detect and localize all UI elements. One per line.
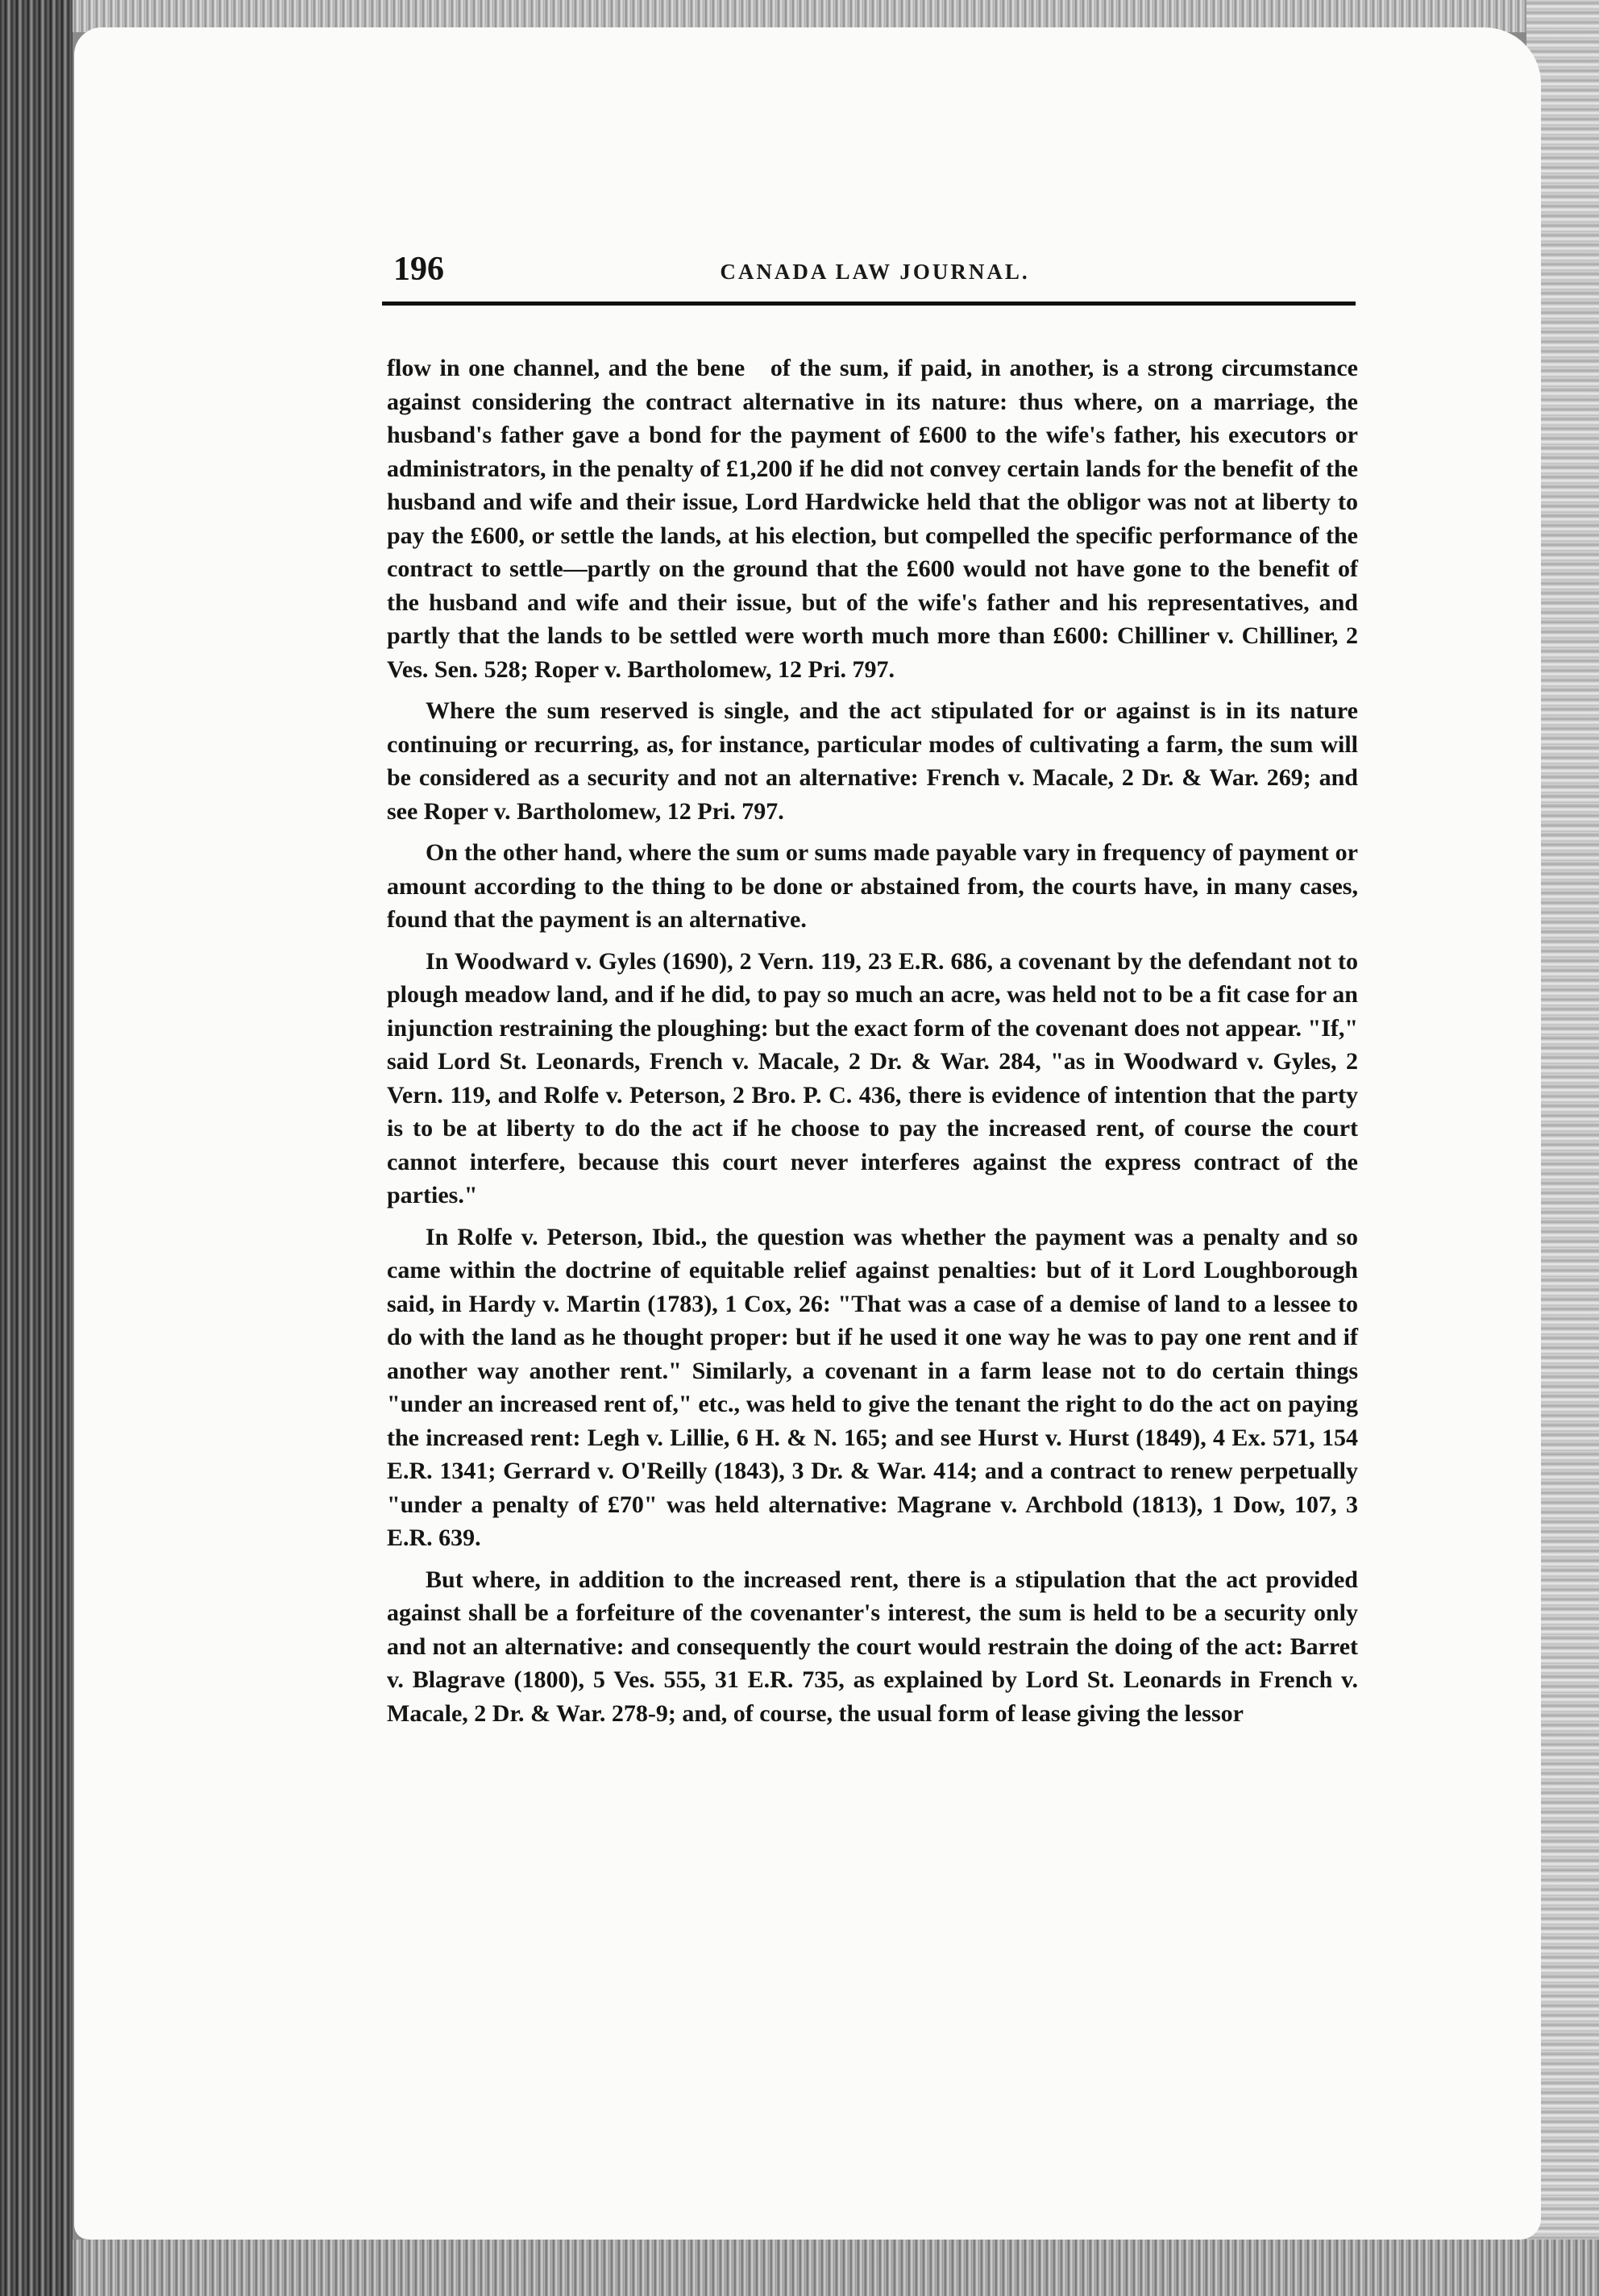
page-header xyxy=(393,250,1356,297)
paragraph: But where, in addition to the increased rent, there is a stipulation that the act provided against shall be a forfeiture of the covenanter's interest, the sum is held to be a security only and not an alternative: and consequently the court would restrain the doing of the act: Barret v. Blagrave (1800), 5 Ves. 555, 31 E.R. 735, as explained by Lord St. Leonards in French v. Macale, 2 Dr. & War. 278-9; and, of course, the usual form of lease giving the lessor xyxy=(387,1566,1358,1727)
header-rule xyxy=(382,302,1356,306)
scan-bottom-edge xyxy=(73,2240,1599,2296)
body-text xyxy=(387,351,1358,1730)
paragraph: Where the sum reserved is single, and the act stipulated for or against is in its nature continuing or recurring, as, for instance, particular modes of cultivating a farm, the sum will be considered as a security and not an alternative: French v. Macale, 2 Dr. & War. 269; and see Roper v. Bartholomew, 12 Pri. 797. xyxy=(387,697,1358,825)
paragraph: In Rolfe v. Peterson, Ibid., the question was whether the payment was a penalty and so came within the doctrine of equitable relief against penalties: but of it Lord Loughborough said, in Hardy v. Martin (1783), 1 Cox, 26: "That was a case of a demise of land to a lessee to do with the land as he thought proper: but if he used it one way he was to pay one rent and if another way another rent." Similarly, a covenant in a farm lease not to do certain things "under an increased rent of," etc., was held to give the tenant the right to do the act on paying the increased rent: Legh v. Lillie, 6 H. & N. 165; and see Hurst v. Hurst (1849), 4 Ex. 571, 154 E.R. 1341; Gerrard v. O'Reilly (1843), 3 Dr. & War. 414; and a contract to renew perpetually "under a penalty of £70" was held alternative: Magrane v. Archbold (1813), 1 Dow, 107, 3 E.R. 639. xyxy=(387,1223,1358,1551)
paragraph: In Woodward v. Gyles (1690), 2 Vern. 119, 23 E.R. 686, a covenant by the defendant not to plough meadow land, and if he did, to pay so much an acre, was held not to be a fit case for an injunction restraining the ploughing: but the exact form of the covenant does not appear. "If," said Lord St. Leonards, French v. Macale, 2 Dr. & War. 284, "as in Woodward v. Gyles, 2 Vern. 119, and Rolfe v. Peterson, 2 Bro. P. C. 436, there is evidence of intention that the party is to be at liberty to do the act if he choose to pay the increased rent, of course the court cannot interfere, because this court never interferes against the express contract of the parties." xyxy=(387,947,1359,1208)
paragraph: flow in one channel, and the bene of the sum, if paid, in another, is a strong circumstance against considering the contract alternative in its nature: thus where, on a marriage, the husband's father gave a bond for the payment of £600 to the wife's father, his executors or administrators, in the penalty of £1,200 if he did not convey certain lands for the benefit of the husband and wife and their issue, Lord Hardwicke held that the obligor was not at liberty to pay the £600, or settle the lands, at his election, but compelled the specific performance of the contract to settle—partly on the ground that the £600 would not have gone to the benefit of the husband and wife and their issue, but of the wife's father and his representatives, and partly that the lands to be settled were worth much more than £600: Chilliner v. Chilliner, 2 Ves. Sen. 528; Roper v. Bartholomew, 12 Pri. 797. xyxy=(387,355,1358,683)
running-title: CANADA LAW JOURNAL. xyxy=(720,260,1030,284)
paragraph: On the other hand, where the sum or sums made payable vary in frequency of payment or amount according to the thing to be done or abstained from, the courts have, in many cases, found that the payment is an alternative. xyxy=(387,839,1358,933)
page-number: 196 xyxy=(393,251,444,288)
scan-left-edge xyxy=(0,0,73,2296)
